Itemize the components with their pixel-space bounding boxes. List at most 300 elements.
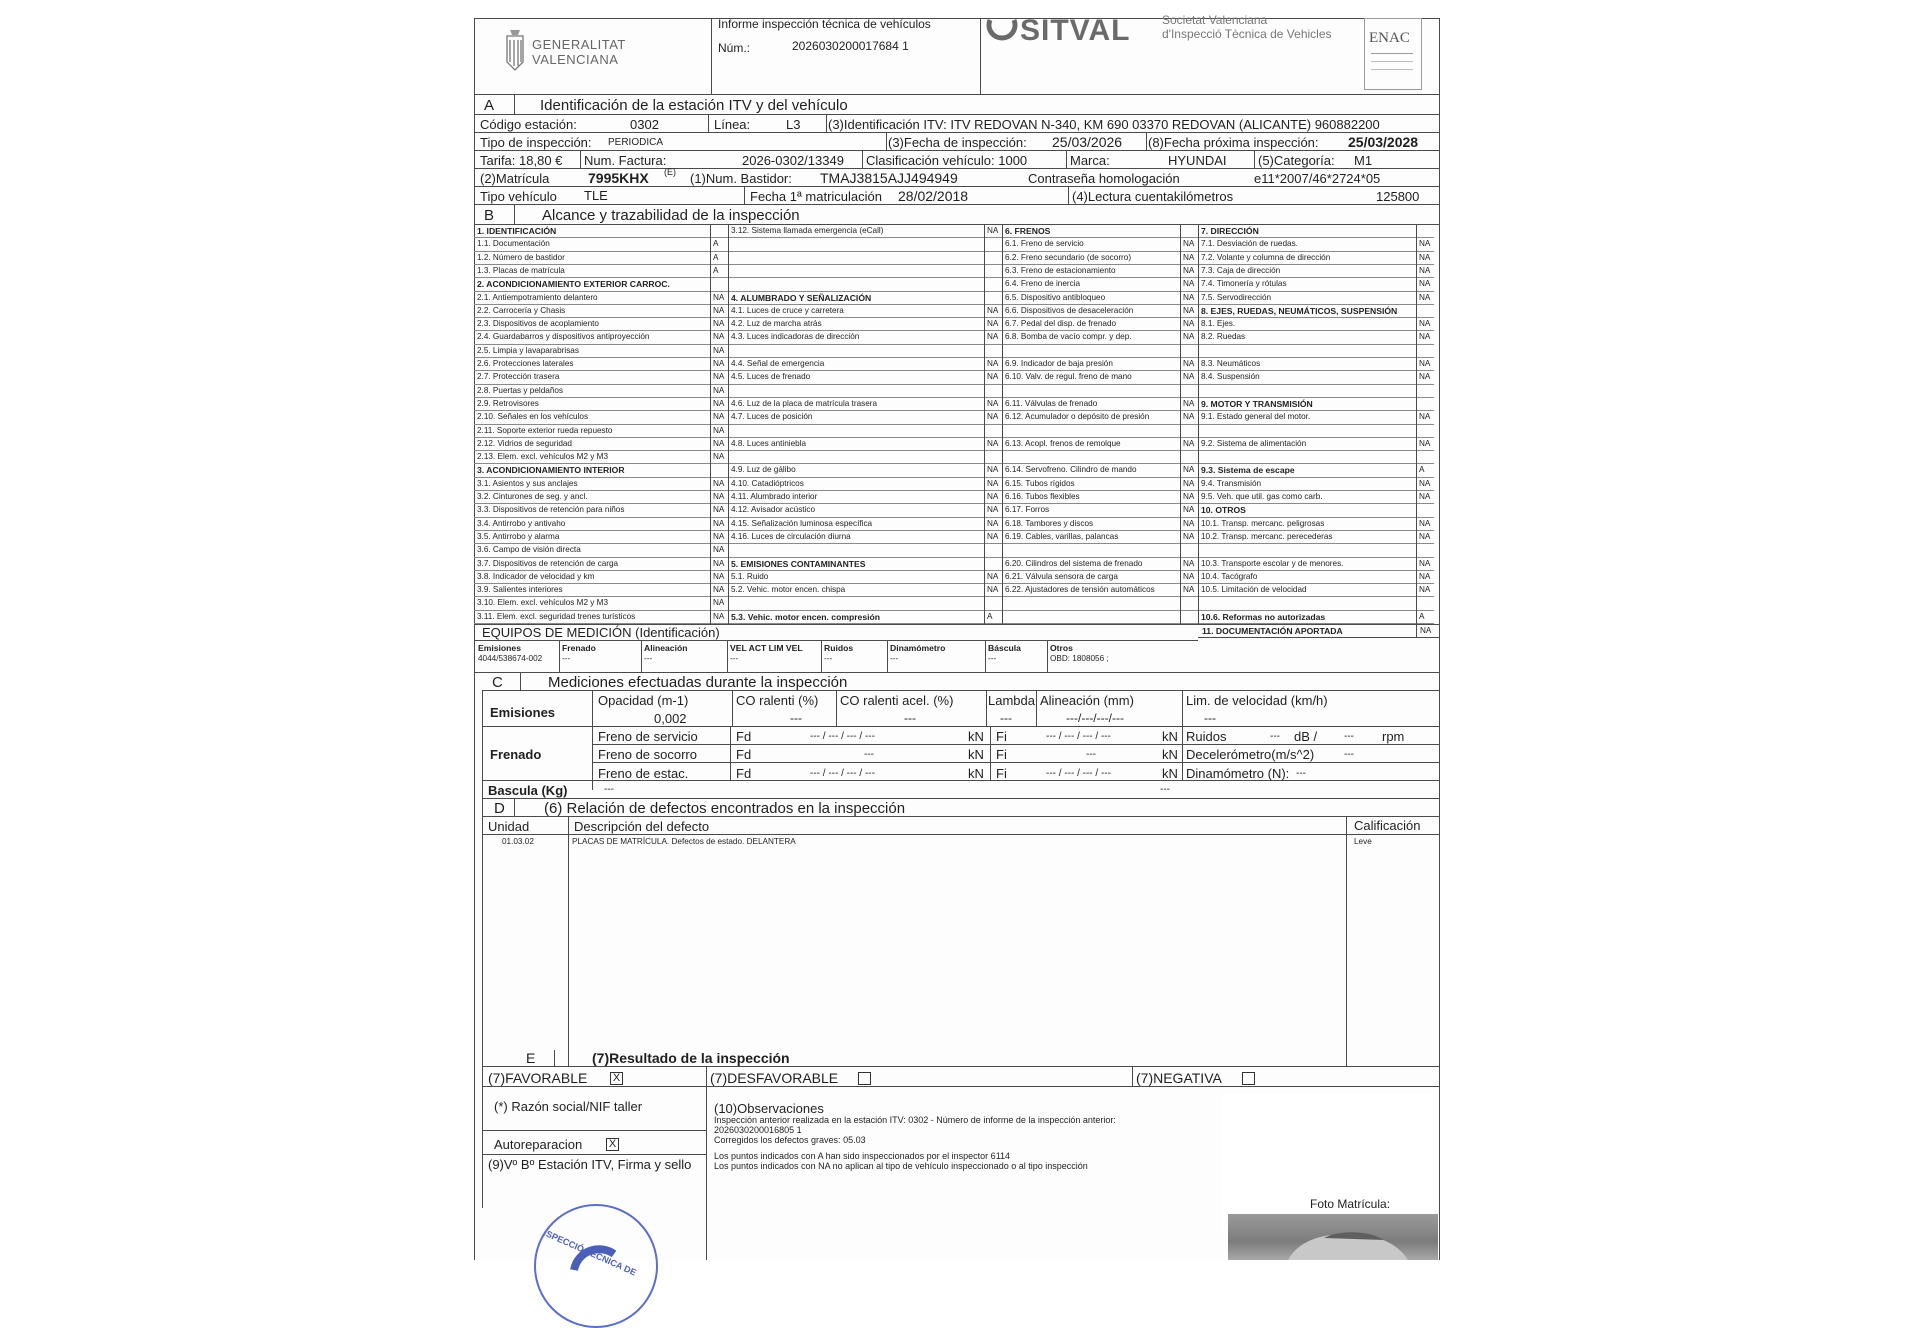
scope-item-value: NA — [987, 226, 999, 235]
scope-item-label: 2.9. Retrovisores — [477, 398, 539, 408]
scope-item-label: 4.7. Luces de posición — [731, 412, 813, 422]
header-top-rule — [474, 18, 1440, 19]
scope-item-value: NA — [713, 531, 725, 541]
scope-item-label: 10.3. Transporte escolar y de menores. — [1201, 558, 1344, 568]
scope-item-label: 6.9. Indicador de baja presión — [1005, 359, 1113, 368]
scope-item-value: NA — [1183, 558, 1195, 568]
section-c-letter: C — [492, 674, 503, 691]
matricula-value: 7995KHX — [588, 170, 649, 186]
scope-item-value: NA — [987, 571, 999, 581]
scope-item-value: NA — [1183, 359, 1195, 368]
linea-value: L3 — [786, 117, 801, 132]
scope-item-label: 10.5. Limitación de velocidad — [1201, 585, 1307, 595]
scope-item-label: 6.21. Válvula sensora de carga — [1005, 571, 1118, 581]
scope-item-label: 4.8. Luces antiniebla — [731, 438, 807, 448]
doc-title: Informe inspección técnica de vehículos — [718, 17, 931, 31]
co-ralenti-value: --- — [790, 711, 802, 725]
decel-value: --- — [1344, 749, 1354, 760]
fecha-insp-label: (3)Fecha de inspección: — [888, 135, 1027, 150]
bastidor-label: (1)Num. Bastidor: — [690, 171, 792, 186]
header-bottom-rule — [474, 94, 1440, 95]
scope-item-value: NA — [987, 412, 999, 422]
tipo-veh-value: TLE — [584, 188, 608, 203]
scope-item-value: NA — [1183, 465, 1195, 475]
scope-item-label: 4.9. Luz de gálibo — [731, 465, 796, 475]
scope-item-label: 4.2. Luz de marcha atrás — [731, 319, 822, 329]
scope-item-label: 7.2. Volante y columna de dirección — [1201, 252, 1331, 262]
section-e-letter: E — [526, 1050, 536, 1066]
scope-item-value: NA — [713, 425, 725, 435]
scope-item-value: NA — [1419, 478, 1431, 488]
scope-item-label: 2.13. Elem. excl. vehículos M2 y M3 — [477, 452, 609, 462]
serv-fi-unit: kN — [1162, 729, 1178, 744]
scope-item-value: NA — [713, 611, 725, 621]
scope-item-label: 6.2. Freno secundario (de socorro) — [1005, 252, 1132, 262]
tarifa: Tarifa: 18,80 € — [480, 153, 563, 168]
scope-item-value: NA — [713, 398, 725, 408]
soc-fd-value: --- — [864, 749, 874, 760]
observaciones-title: (10)Observaciones — [714, 1101, 824, 1116]
freno-estac-label: Freno de estac. — [598, 766, 689, 781]
scope-item-label: 3.8. Indicador de velocidad y km — [477, 571, 595, 581]
scope-item-label: 10.4. Tacógrafo — [1201, 571, 1258, 581]
brand-name: SITVAL — [1020, 14, 1131, 47]
homolog-label: Contraseña homologación — [1028, 171, 1180, 186]
scope-item-value: NA — [987, 492, 999, 501]
scope-item-value: NA — [1183, 518, 1195, 528]
ruidos-db-unit: dB / — [1294, 729, 1318, 744]
equipo-label: Alineación — [644, 643, 688, 653]
decel-label: Decelerómetro(m/s^2) — [1186, 747, 1315, 762]
scope-item-label: 4.6. Luz de la placa de matrícula trasera — [731, 398, 878, 408]
section-b-title: Alcance y trazabilidad de la inspección — [542, 207, 800, 224]
scope-item-label: 10. OTROS — [1201, 505, 1246, 516]
equipo-label: Otros — [1050, 643, 1073, 653]
desfavorable-label: (7)DESFAVORABLE — [710, 1070, 839, 1086]
scope-item-value: NA — [1419, 252, 1431, 262]
scope-item-label: 2.1. Antiempotramiento delantero — [477, 292, 598, 302]
stamp-emblem-icon — [564, 1240, 624, 1280]
section-c-title: Mediciones efectuadas durante la inspección — [548, 674, 848, 691]
soc-fd-unit: kN — [968, 747, 984, 762]
defect-row — [474, 838, 1440, 852]
scope-item-label: 7.5. Servodirección — [1201, 292, 1272, 302]
opacidad-label: Opacidad (m-1) — [598, 693, 689, 708]
org-name-line1: GENERALITAT — [532, 37, 626, 52]
scope-item-value: NA — [713, 372, 725, 382]
scope-item-value: NA — [1183, 372, 1195, 382]
scope-item-label: 9.2. Sistema de alimentación — [1201, 438, 1307, 448]
col-descripcion: Descripción del defecto — [574, 819, 710, 834]
soc-fd-label: Fd — [736, 747, 752, 762]
scope-item-value: NA — [987, 359, 999, 368]
scope-item-value: A — [1419, 611, 1425, 621]
coat-of-arms-icon — [504, 28, 526, 72]
scope-item-value: NA — [713, 412, 725, 422]
scope-item-value: NA — [1183, 239, 1195, 249]
defect-description: PLACAS DE MATRÍCULA. Defectos de estado. DELANTERA — [572, 837, 796, 846]
scope-item-label: 6.5. Dispositivo antibloqueo — [1005, 292, 1106, 302]
scope-item-label: 8.3. Neumáticos — [1201, 359, 1261, 368]
scope-item-value: NA — [1419, 359, 1431, 368]
equipo-value: --- — [562, 654, 571, 663]
scope-item-label: 10.2. Transp. mercanc. perecederas — [1201, 531, 1333, 541]
obs-line-4: Los puntos indicados con A han sido inspeccionados por el inspector 6114 — [714, 1151, 1011, 1161]
categoria-value: M1 — [1354, 153, 1373, 168]
scope-item-value: NA — [1183, 279, 1195, 289]
fecha-prox-value: 25/03/2028 — [1348, 134, 1419, 150]
photo-area — [1222, 1094, 1432, 1234]
scope-item-value: NA — [713, 452, 725, 462]
scope-item-value: NA — [987, 372, 999, 382]
codigo-label: Código estación: — [480, 117, 577, 132]
scope-item-value: NA — [987, 319, 999, 329]
bascula-value-1: --- — [604, 784, 614, 795]
equipo-value: --- — [730, 654, 739, 663]
scope-item-label: 3.9. Salientes interiores — [477, 585, 563, 595]
scope-item-label: 6.20. Cilindros del sistema de frenado — [1005, 558, 1143, 568]
scope-item-value: A — [713, 252, 719, 262]
scope-item-value: NA — [713, 332, 725, 342]
scope-item-label: 6.11. Válvulas de frenado — [1005, 398, 1098, 408]
marca-label: Marca: — [1070, 153, 1110, 168]
scope-item-value: NA — [1419, 438, 1431, 448]
scope-item-value: NA — [713, 492, 725, 501]
scope-item-label: 5.2. Vehic. motor encen. chispa — [731, 585, 846, 595]
negativa-checkbox[interactable] — [1242, 1072, 1255, 1085]
obs-line-3: Corregidos los defectos graves: 05.03 — [714, 1135, 866, 1145]
scope-item-label: 1.3. Placas de matrícula — [477, 265, 565, 275]
scope-item-value: NA — [713, 571, 725, 581]
equipo-value: OBD: 1808056 ; — [1050, 654, 1109, 663]
defect-calificacion: Leve — [1354, 837, 1372, 846]
scope-item-label: 2.11. Soporte exterior rueda repuesto — [477, 425, 613, 435]
scope-item-value: NA — [987, 505, 999, 515]
scope-item-value: NA — [1183, 585, 1195, 595]
header-divider-2 — [980, 18, 981, 94]
lectura-label: (4)Lectura cuentakilómetros — [1072, 189, 1234, 204]
scope-item-value: NA — [1183, 305, 1195, 315]
fecha-prox-label: (8)Fecha próxima inspección: — [1148, 135, 1319, 150]
header-divider-1 — [711, 18, 712, 94]
scope-item-label: 10.6. Reformas no autorizadas — [1201, 611, 1326, 622]
section-b-letter: B — [484, 207, 495, 224]
tipo-insp-value: PERIODICA — [608, 137, 664, 148]
ruidos-label: Ruidos — [1186, 729, 1227, 744]
scope-item-label: 4.11. Alumbrado interior — [731, 492, 818, 501]
co-acel-label: CO ralenti acel. (%) — [840, 693, 954, 708]
scope-item-value: NA — [1419, 531, 1431, 541]
scope-item-value: NA — [713, 305, 725, 315]
scope-item-label: 5.1. Ruido — [731, 571, 769, 581]
scope-item-value: NA — [713, 359, 725, 368]
scope-item-label: 2.12. Vidrios de seguridad — [477, 438, 572, 448]
tipo-veh-label: Tipo vehículo — [480, 189, 557, 204]
scope-item-value: NA — [713, 478, 725, 488]
scope-item-label: 6. FRENOS — [1005, 226, 1051, 236]
ruidos-db-value: --- — [1270, 731, 1280, 742]
scope-item-value: NA — [713, 505, 725, 515]
obs-line-1: Inspección anterior realizada en la estación ITV: 0302 - Número de informe de la inspección anterior: — [714, 1115, 1116, 1125]
scope-item-label: 8. EJES, RUEDAS, NEUMÁTICOS, SUSPENSIÓN — [1201, 305, 1398, 316]
scope-item-value: NA — [987, 305, 999, 315]
obs-line-5: Los puntos indicados con NA no aplican al tipo de vehículo inspeccionado o al tipo inspección — [714, 1161, 1088, 1171]
scope-item-value: NA — [1419, 571, 1431, 581]
scope-item-value: NA — [1419, 239, 1431, 249]
section-d-letter: D — [494, 800, 505, 817]
inspection-scope-grid — [474, 224, 1440, 624]
foto-matricula-label: Foto Matrícula: — [1310, 1197, 1391, 1211]
scope-item-label: 7. DIRECCIÓN — [1201, 226, 1259, 236]
est-fd-unit: kN — [968, 766, 984, 781]
bastidor-value: TMAJ3815AJJ494949 — [820, 170, 958, 186]
scope-item-value: NA — [987, 332, 999, 342]
section-d-title: (6) Relación de defectos encontrados en la inspección — [544, 800, 906, 817]
generalitat-logo — [504, 24, 654, 84]
scope-item-label: 8.2. Ruedas — [1201, 332, 1246, 342]
lectura-value: 125800 — [1376, 189, 1420, 204]
equipo-value: --- — [890, 654, 899, 663]
serv-fi-label: Fi — [996, 729, 1007, 744]
scope-item-label: 2.5. Limpia y lavaparabrisas — [477, 345, 579, 355]
scope-item-label: 8.1. Ejes. — [1201, 319, 1236, 329]
doc-num-label: Núm.: — [718, 41, 751, 55]
doc-aportada-value: NA — [1420, 626, 1432, 635]
section-a-title: Identificación de la estación ITV y del vehículo — [540, 97, 848, 114]
lambda-label: Lambda — [988, 693, 1035, 708]
scope-item-value: NA — [1183, 398, 1195, 408]
scope-item-label: 3.10. Elem. excl. vehículos M2 y M3 — [477, 598, 609, 608]
scope-item-label: 7.4. Timonería y rótulas — [1201, 279, 1287, 289]
scope-item-value: NA — [1419, 265, 1431, 275]
tipo-insp-label: Tipo de inspección: — [480, 135, 592, 150]
scope-item-value: NA — [1183, 531, 1195, 541]
doc-aportada: 11. DOCUMENTACIÓN APORTADA — [1202, 626, 1343, 636]
frenado-label: Frenado — [490, 747, 542, 762]
freno-servicio-label: Freno de servicio — [598, 729, 698, 744]
scope-item-label: 6.1. Freno de servicio — [1005, 239, 1084, 249]
scope-item-label: 3.4. Antirrobo y antivaho — [477, 518, 566, 528]
emisiones-label: Emisiones — [490, 705, 556, 720]
scope-item-value: NA — [1419, 332, 1431, 342]
scope-item-label: 4.3. Luces indicadoras de dirección — [731, 332, 860, 342]
car-icon — [1228, 1214, 1438, 1260]
bascula-value-2: --- — [1160, 784, 1170, 795]
scope-item-value: NA — [1183, 319, 1195, 329]
serv-fd-label: Fd — [736, 729, 752, 744]
scope-item-label: 8.4. Suspensión — [1201, 372, 1260, 382]
sitval-emblem-icon — [986, 18, 1018, 48]
scope-item-value: NA — [713, 558, 725, 568]
matricula-sup: (E) — [664, 167, 676, 177]
brand-sub-1: Societat Valenciana — [1162, 13, 1268, 27]
enac-text: ENAC — [1369, 30, 1410, 46]
scope-item-label: 2.6. Protecciones laterales — [477, 359, 574, 368]
equipo-value: 4044/538674-002 — [478, 654, 543, 663]
obs-line-2: 2026030200016805 1 — [714, 1125, 802, 1135]
fecha-insp-value: 25/03/2026 — [1052, 134, 1123, 150]
vehicle-photo — [1228, 1214, 1438, 1260]
categoria-label: (5)Categoría: — [1258, 153, 1335, 168]
dinam-label: Dinamómetro (N): — [1186, 766, 1290, 781]
clasificacion: Clasificación vehículo: 1000 — [866, 153, 1028, 168]
section-a-letter: A — [484, 97, 495, 114]
scope-item-label: 2. ACONDICIONAMIENTO EXTERIOR CARROC. — [477, 279, 670, 290]
scope-item-value: NA — [713, 598, 725, 608]
fecha-matric-label: Fecha 1ª matriculación — [750, 189, 882, 204]
scope-item-label: 5. EMISIONES CONTAMINANTES — [731, 558, 866, 569]
scope-item-label: 3.11. Elem. excl. seguridad trenes turísticos — [477, 611, 636, 621]
fecha-matric-value: 28/02/2018 — [898, 188, 969, 204]
scope-item-label: 6.3. Freno de estacionamiento — [1005, 265, 1116, 275]
desfavorable-checkbox[interactable] — [858, 1072, 871, 1085]
scope-item-label: 4.12. Avisador acústico — [731, 505, 816, 515]
scope-item-label: 10.1. Transp. mercanc. peligrosas — [1201, 518, 1325, 528]
scope-item-label: 7.1. Desviación de ruedas. — [1201, 239, 1298, 249]
scope-item-value: NA — [1183, 332, 1195, 342]
scope-item-label: 4.5. Luces de frenado — [731, 372, 811, 382]
scope-item-value: NA — [987, 465, 999, 475]
opacidad-value: 0,002 — [654, 711, 687, 726]
equipo-value: --- — [644, 654, 653, 663]
est-fi-label: Fi — [996, 766, 1007, 781]
defect-unidad: 01.03.02 — [502, 837, 534, 846]
scope-item-label: 2.3. Dispositivos de acoplamiento — [477, 319, 599, 329]
scope-item-label: 3.12. Sistema llamada emergencia (eCall) — [731, 226, 884, 235]
scope-item-value: NA — [1183, 478, 1195, 488]
scope-item-value: NA — [987, 438, 999, 448]
co-ralenti-label: CO ralenti (%) — [736, 693, 819, 708]
scope-item-value: NA — [1183, 252, 1195, 262]
scope-item-label: 3.7. Dispositivos de retención de carga — [477, 558, 619, 568]
factura-label: Num. Factura: — [584, 153, 667, 168]
autoreparacion-checkbox[interactable]: X — [606, 1138, 619, 1151]
scope-item-value: NA — [713, 585, 725, 595]
serv-fi-value: --- / --- / --- / --- — [1046, 731, 1111, 742]
serv-fd-unit: kN — [968, 729, 984, 744]
scope-item-label: 6.13. Acopl. frenos de remolque — [1005, 438, 1121, 448]
scope-item-value: NA — [987, 398, 999, 408]
scope-item-label: 3.1. Asientos y sus anclajes — [477, 478, 578, 488]
razon-social-label: (*) Razón social/NIF taller — [494, 1099, 643, 1114]
alineacion-value: ---/---/---/--- — [1066, 711, 1124, 725]
scope-item-label: 6.14. Servofreno. Cilindro de mando — [1005, 465, 1137, 475]
linea-label: Línea: — [714, 117, 751, 132]
alineacion-label: Alineación (mm) — [1040, 693, 1134, 708]
ruidos-rpm-value: --- — [1344, 731, 1354, 742]
scope-item-value: NA — [987, 518, 999, 528]
scope-item-value: NA — [987, 585, 999, 595]
scope-item-value: NA — [713, 292, 725, 302]
scope-item-label: 9. MOTOR Y TRANSMISIÓN — [1201, 398, 1313, 409]
scope-item-label: 6.16. Tubos flexibles — [1005, 492, 1080, 501]
scope-item-label: 3.6. Campo de visión directa — [477, 545, 581, 555]
scope-item-label: 9.1. Estado general del motor. — [1201, 412, 1311, 422]
scope-item-value: NA — [713, 385, 725, 395]
equipo-label: Ruidos — [824, 643, 854, 653]
col-calificacion: Calificación — [1354, 818, 1421, 833]
marca-value: HYUNDAI — [1168, 153, 1227, 168]
scope-item-value: NA — [713, 319, 725, 329]
scope-item-label: 4.16. Luces de circulación diurna — [731, 531, 851, 541]
scope-item-value: NA — [1183, 492, 1195, 501]
scope-item-value: A — [713, 265, 719, 275]
est-fd-label: Fd — [736, 766, 752, 781]
scope-item-value: NA — [713, 438, 725, 448]
scope-item-label: 6.18. Tambores y discos — [1005, 518, 1094, 528]
homolog-value: e11*2007/46*2724*05 — [1254, 171, 1381, 186]
ruidos-rpm-unit: rpm — [1382, 729, 1405, 744]
freno-socorro-label: Freno de socorro — [598, 747, 697, 762]
scope-item-value: NA — [1419, 412, 1431, 422]
scope-item-label: 2.2. Carrocería y Chasis — [477, 305, 566, 315]
stamp-text: INSPECCIÓ TÈCNICA DE — [536, 1225, 638, 1278]
scope-item-label: 9.3. Sistema de escape — [1201, 465, 1295, 476]
station-stamp — [534, 1204, 658, 1328]
scope-item-value: NA — [1419, 292, 1431, 302]
est-fi-unit: kN — [1162, 766, 1178, 781]
equipo-label: Frenado — [562, 643, 596, 653]
itv-report-page — [474, 13, 1440, 1278]
scope-item-label: 9.4. Transmisión — [1201, 478, 1262, 488]
enac-logo — [1364, 18, 1422, 90]
equipo-label: Emisiones — [478, 643, 521, 653]
doc-num-value: 2026030200017684 1 — [792, 39, 909, 53]
scope-item-label: 6.12. Acumulador o depósito de presión — [1005, 412, 1150, 422]
equipo-label: VEL ACT LIM VEL — [730, 643, 803, 653]
scope-item-value: NA — [1419, 585, 1431, 595]
est-fd-value: --- / --- / --- / --- — [810, 768, 875, 779]
scope-item-label: 6.19. Cables, varillas, palancas — [1005, 531, 1119, 541]
factura-value: 2026-0302/13349 — [742, 153, 844, 168]
scope-item-label: 1.2. Número de bastidor — [477, 252, 565, 262]
col-unidad: Unidad — [488, 819, 530, 834]
lim-vel-value: --- — [1204, 711, 1216, 725]
scope-item-value: NA — [1419, 518, 1431, 528]
scope-item-value: NA — [1183, 571, 1195, 581]
scope-item-value: NA — [1183, 505, 1195, 515]
scope-item-label: 4.4. Señal de emergencia — [731, 359, 825, 368]
scope-item-value: NA — [987, 531, 999, 541]
scope-item-label: 5.3. Vehic. motor encen. compresión — [731, 611, 881, 622]
scope-item-value: NA — [1183, 265, 1195, 275]
scope-item-label: 6.15. Tubos rígidos — [1005, 478, 1075, 488]
equipos-row — [474, 640, 1440, 672]
equipo-label: Dinamómetro — [890, 643, 946, 653]
firma-label: (9)Vº Bº Estación ITV, Firma y sello — [488, 1157, 692, 1172]
scope-item-value: NA — [713, 345, 725, 355]
scope-item-label: 2.8. Puertas y peldaños — [477, 385, 564, 395]
scope-item-label: 4. ALUMBRADO Y SEÑALIZACIÓN — [731, 292, 872, 303]
favorable-checkbox[interactable]: X — [610, 1072, 623, 1085]
scope-item-label: 6.17. Forros — [1005, 505, 1050, 515]
scope-item-value: NA — [1419, 372, 1431, 382]
equipos-title: EQUIPOS DE MEDICIÓN (Identificación) — [482, 625, 720, 640]
equipo-value: --- — [988, 654, 997, 663]
equipo-label: Báscula — [988, 643, 1021, 653]
ident-itv: (3)Identificación ITV: ITV REDOVAN N-340, KM 690 03370 REDOVAN (ALICANTE) 960882200 — [828, 117, 1380, 132]
scope-item-label: 4.1. Luces de cruce y carretera — [731, 305, 844, 315]
scope-item-label: 9.5. Veh. que util. gas como carb. — [1201, 492, 1323, 501]
scope-item-value: NA — [1419, 319, 1431, 329]
scope-item-label: 6.8. Bomba de vacío compr. y dep. — [1005, 332, 1132, 342]
scope-item-value: NA — [1183, 292, 1195, 302]
scope-item-label: 4.15. Señalización luminosa específica — [731, 518, 873, 528]
soc-fi-unit: kN — [1162, 747, 1178, 762]
section-e-title: (7)Resultado de la inspección — [592, 1050, 790, 1066]
negativa-label: (7)NEGATIVA — [1136, 1070, 1222, 1086]
scope-item-value: A — [1419, 465, 1425, 475]
